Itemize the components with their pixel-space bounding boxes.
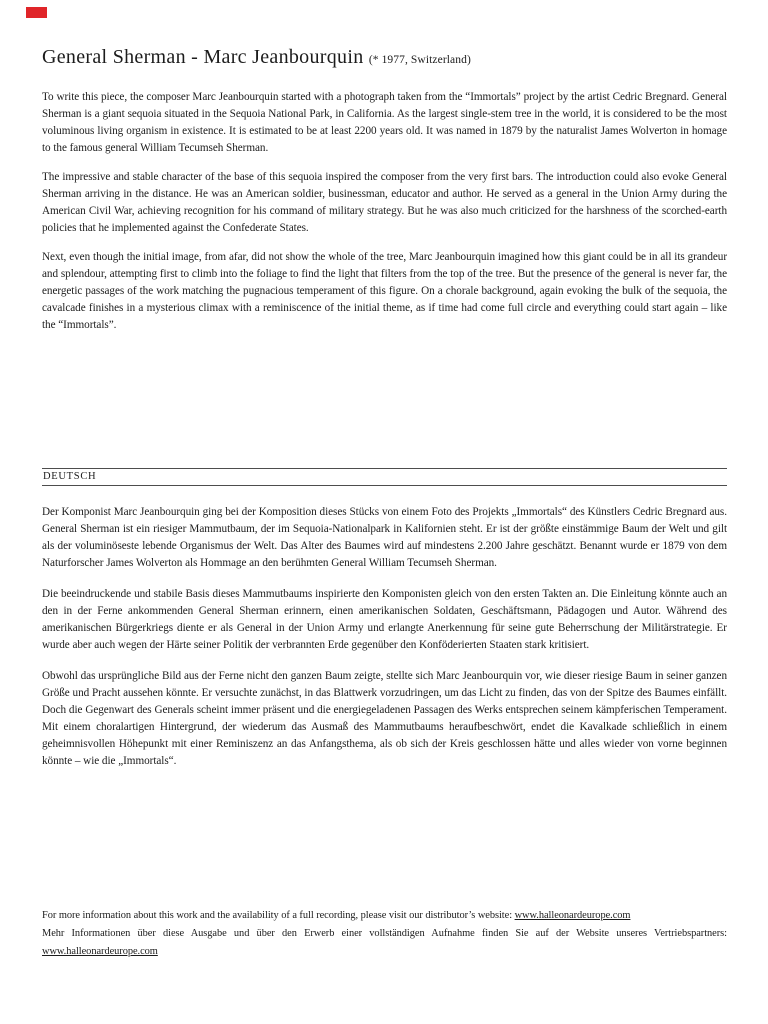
deutsch-section-header: DEUTSCH [42,468,727,486]
german-section [42,504,727,770]
english-paragraph: To write this piece, the composer Marc Jeanbourquin started with a photograph taken from the “Immortals” project by the artist Cedric Bregnard. General Sherman is a giant sequoia situated in the Sequoia National Park, in California. As the largest single-stem tree in the world, it is considered to be the most voluminous living organism in existence. It is estimated to be at least 2200 years old. It was named in 1879 by the naturalist James Wolverton in homage to the famous general William Tecumseh Sherman. [42,91,727,154]
distributor-link-en[interactable]: www.halleonardeurope.com [514,910,631,921]
footer-german-line [42,925,727,961]
english-section [42,89,727,334]
title-text: General Sherman - Marc Jeanbourquin [42,46,364,68]
german-paragraph: Obwohl das ursprüngliche Bild aus der Ferne nicht den ganzen Baum zeigte, stellte sich Marc Jeanbourquin vor, wie dieser riesige Baum in seiner ganzen Größe und Pracht aussehen könnte. Er versuchte zunächst, in das Blattwerk vorzudringen, um das Licht zu finden, das von der Spitze des Baumes einfällt. Doch die Gegenwart des Generals scheint immer präsent und die energiegeladenen Passagen des Werks entsprechen seinem kämpferischen Temperament. Mit einem choralartigen Hintergrund, der wiederum das Ausmaß des Mammutbaums heraufbeschwört, endet die Kavalkade schließlich in einem geheimnisvollen Höhepunkt mit einer Reminiszenz an das Anfangsthema, als ob sich der Kreis geschlossen hätte und alles wieder von vorne beginnen könnte – wie die „Immortals“. [42,670,727,767]
german-paragraph: Die beeindruckende und stabile Basis dieses Mammutbaums inspirierte den Komponisten gleich von den ersten Takten an. Die Einleitung könnte auch an den in der Ferne ankommenden General Sherman erinnern, einen amerikanischen Soldaten, Geschäftsmann, Pädagogen und Autor. Während des amerikanischen Bürgerkriegs diente er als General in der Union Army und erlangte Anerkennung für seine gute Beherrschung der Militärstrategie. Er wurde aber auch wegen der Härte seiner Politik der verbrannten Erde gegenüber den Konföderierten Staaten stark kritisiert. [42,588,727,651]
english-paragraph: Next, even though the initial image, from afar, did not show the whole of the tree, Marc Jeanbourquin imagined how this giant could be in all its grandeur and splendour, attempting first to climb into the foliage to find the light that filters from the top of the tree. But the presence of the general is never far, the energetic passages of the work matching the pugnacious temperament of this figure. On a chorale background, again evoking the bulk of the sequoia, the cavalcade finishes in a mysterious climax with a reminiscence of the initial theme, as if time had come full circle and everything could start again – like the “Immortals”. [42,251,727,331]
german-paragraph: Der Komponist Marc Jeanbourquin ging bei der Komposition dieses Stücks von einem Foto des Projekts „Immortals“ des Künstlers Cedric Bregnard aus. General Sherman ist ein riesiger Mammutbaum, der im Sequoia-Nationalpark in Kalifornien steht. Er ist der größte einstämmige Baum der Welt und gilt als der voluminöseste lebende Organismus der Welt. Das Alter des Baumes wird auf mindestens 2.200 Jahre geschätzt. Benannt wurde er 1879 von dem Naturforscher James Wolverton als Hommage an den berühmten General William Tecumseh Sherman. [42,506,727,569]
footer-english-text: For more information about this work and the availability of a full recording, please visit our distributor’s website: [42,910,515,921]
footer-german-text: Mehr Informationen über diese Ausgabe und über den Erwerb einer vollständigen Aufnahme finden Sie auf der Website unseres Vertriebspartners: [42,928,727,939]
footer-english-line [42,907,727,925]
page-content [42,0,727,961]
english-paragraph: The impressive and stable character of the base of this sequoia inspired the composer from the very first bars. The introduction could also evoke General Sherman arriving in the distance. He was an American soldier, businessman, educator and author. He served as a general in the Union Army during the American Civil War, achieving recognition for his command of military strategy. But he was also much criticized for the harshness of the scorched-earth policies that he implemented against the Confederate States. [42,171,727,234]
footer [42,907,727,961]
page-title [42,46,727,69]
title-subtitle: (* 1977, Switzerland) [368,54,471,66]
distributor-link-de[interactable]: www.halleonardeurope.com [42,946,158,957]
